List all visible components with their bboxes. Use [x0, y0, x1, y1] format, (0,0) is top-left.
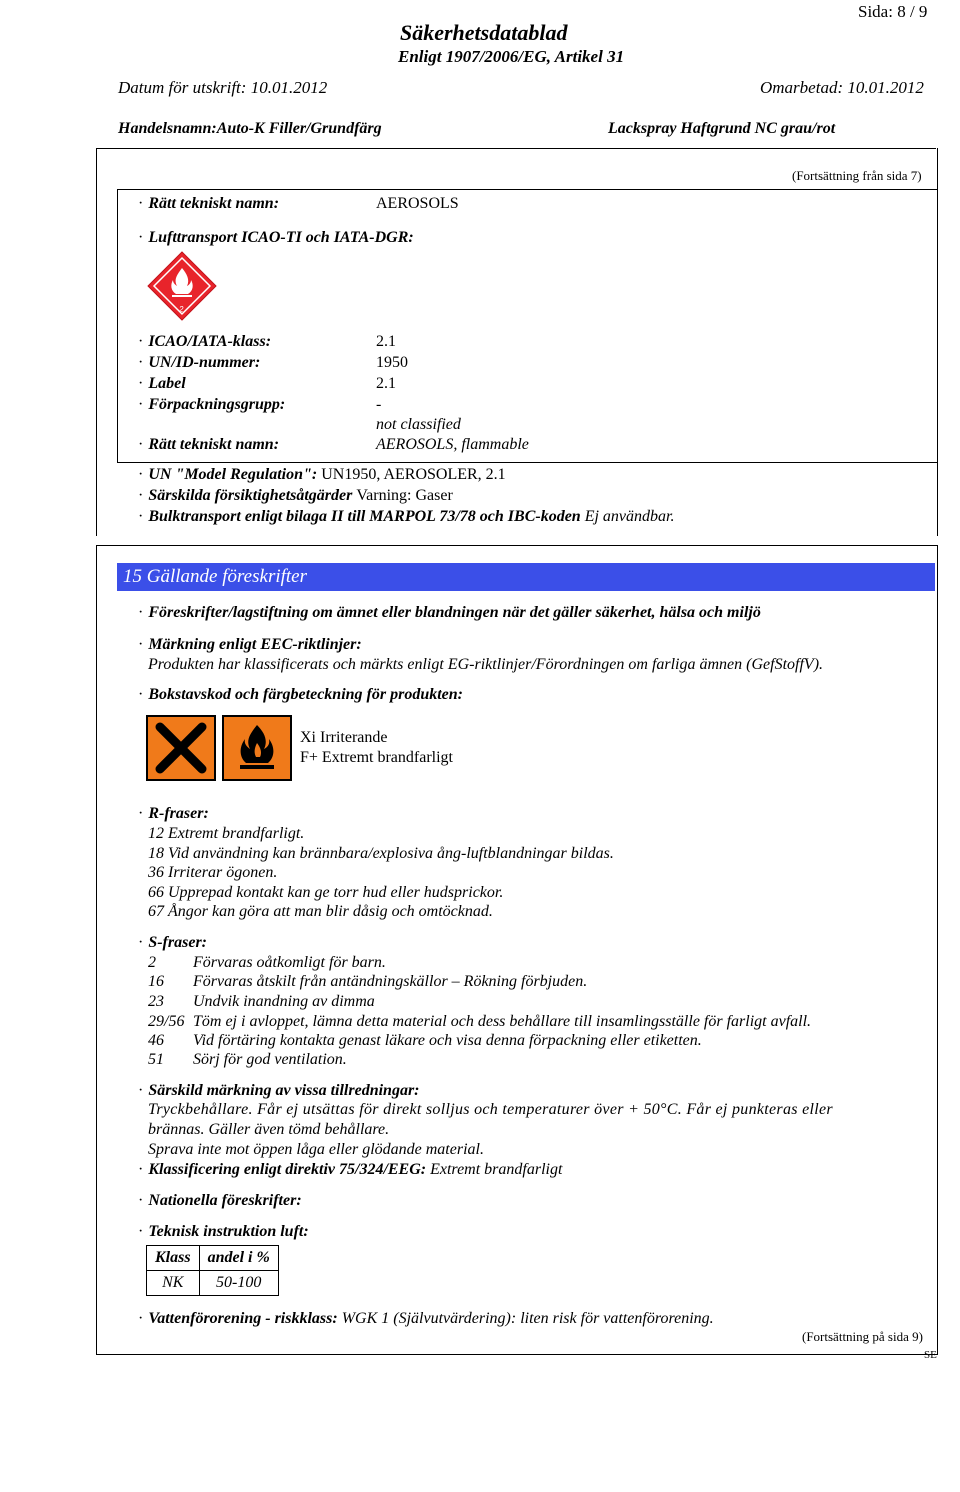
special-label-row: · Särskild märkning av vissa tillredningar:: [138, 1082, 420, 1099]
eec-row: · Märkning enligt EEC-riktlinjer:: [138, 636, 362, 653]
technical-name-row: · Rätt tekniskt namn:: [138, 195, 280, 212]
table-header-row: [147, 1246, 279, 1271]
classification-row: · Klassificering enligt direktiv 75/324/EEG: Extremt brandfarligt: [138, 1161, 563, 1178]
trade-name: Handelsnamn:Auto-K Filler/Grundfärg: [118, 120, 382, 137]
icao-class-label: ICAO/IATA-klass:: [148, 333, 272, 350]
classification-label: Klassificering enligt direktiv 75/324/EEG:: [148, 1161, 427, 1178]
s-phrase: 23 Undvik inandning av dimma: [148, 993, 375, 1010]
table-header: Klass: [147, 1246, 200, 1271]
tech-name2-value: AEROSOLS, flammable: [376, 436, 529, 453]
un-model-value: UN1950, AEROSOLER, 2.1: [321, 466, 506, 483]
s-label: S-fraser:: [148, 934, 207, 951]
un-model-row: · UN "Model Regulation": UN1950, AEROSOLER, 2.1: [138, 466, 506, 483]
label-value: 2.1: [376, 375, 396, 392]
national-row: · Nationella föreskrifter:: [138, 1192, 302, 1209]
packing-row: · Förpackningsgrupp:: [138, 396, 286, 413]
codes-row: · Bokstavskod och färgbeteckning för produkten:: [138, 686, 463, 703]
code-xi: Xi Irriterande: [300, 729, 388, 746]
language-code: SE: [924, 1349, 937, 1361]
continuation-from: (Fortsättning från sida 7): [792, 168, 922, 183]
classification-value: Extremt brandfarligt: [430, 1161, 563, 1178]
tech-name2-row: · Rätt tekniskt namn:: [138, 436, 280, 453]
water-value: WGK 1 (Självutvärdering): liten risk för vattenförorening.: [341, 1310, 714, 1327]
un-id-row: · UN/ID-nummer:: [138, 354, 261, 371]
water-label: Vattenförorening - riskklass:: [148, 1310, 338, 1327]
precautions-value: Varning: Gaser: [356, 487, 453, 504]
technical-name-label: Rätt tekniskt namn:: [148, 195, 280, 212]
regulations-row: · Föreskrifter/lagstiftning om ämnet eller blandningen när det gäller säkerhet, hälsa och miljö: [138, 604, 761, 621]
precautions-label: Särskilda försiktighetsåtgärder: [148, 487, 353, 504]
special-line-3: Sprava inte mot öppen låga eller glödande material.: [148, 1141, 484, 1158]
revised-date: Omarbetad: 10.01.2012: [760, 78, 924, 97]
s-phrases-header: · S-fraser:: [138, 934, 207, 951]
regulations-label: Föreskrifter/lagstiftning om ämnet eller blandningen när det gäller säkerhet, hälsa och miljö: [148, 604, 761, 621]
air-transport-row: · Lufttransport ICAO-TI och IATA-DGR:: [138, 229, 414, 246]
code-f: F+ Extremt brandfarligt: [300, 749, 453, 766]
extremely-flammable-icon: [222, 715, 292, 781]
r-label: R-fraser:: [148, 805, 209, 822]
table-cell: 50-100: [199, 1271, 278, 1296]
special-line-2: brännas. Gäller även tömd behållare.: [148, 1121, 390, 1138]
s-phrase: 46 Vid förtäring kontakta genast läkare och visa denna förpackning eller etiketten.: [148, 1032, 702, 1049]
irritant-x-icon: [146, 715, 216, 781]
un-id-label: UN/ID-nummer:: [148, 354, 261, 371]
tech-name2-label: Rätt tekniskt namn:: [148, 436, 280, 453]
print-date: Datum för utskrift: 10.01.2012: [118, 78, 328, 97]
bulk-label: Bulktransport enligt bilaga II till MARPOL 73/78 och IBC-koden: [148, 508, 581, 525]
label-label: Label: [148, 375, 186, 392]
continuation-to: (Fortsättning på sida 9): [802, 1329, 923, 1344]
s-phrase: 29/56 Töm ej i avloppet, lämna detta material och dess behållare till insamlingsställe för farligt avfall.: [148, 1013, 812, 1030]
r-phrase: 12 Extremt brandfarligt.: [148, 825, 305, 842]
tech-air-label: Teknisk instruktion luft:: [148, 1223, 309, 1240]
precautions-row: · Särskilda försiktighetsåtgärder Varning: Gaser: [138, 487, 453, 504]
r-phrase: 66 Upprepad kontakt kan ge torr hud eller hudsprickor.: [148, 884, 504, 901]
r-phrase: 67 Ångor kan göra att man blir dåsig och omtöcknad.: [148, 903, 493, 920]
water-row: · Vattenförorening - riskklass: WGK 1 (Självutvärdering): liten risk för vattenförorening.: [138, 1310, 714, 1327]
document-subtitle: Enligt 1907/2006/EG, Artikel 31: [398, 47, 625, 66]
table-row: [147, 1271, 279, 1296]
un-id-value: 1950: [376, 354, 408, 371]
eec-label: Märkning enligt EEC-riktlinjer:: [148, 636, 362, 653]
product-name: Lackspray Haftgrund NC grau/rot: [608, 120, 836, 137]
section15-title: 15 Gällande föreskrifter: [117, 563, 935, 591]
air-transport-label: Lufttransport ICAO-TI och IATA-DGR:: [148, 229, 414, 246]
s-phrase: 16 Förvaras åtskilt från antändningskällor – Rökning förbjuden.: [148, 973, 588, 990]
un-model-label: UN "Model Regulation":: [148, 466, 318, 483]
special-label: Särskild märkning av vissa tillredningar:: [148, 1082, 420, 1099]
packing-value-2: not classified: [376, 416, 461, 433]
icao-class-value: 2.1: [376, 333, 396, 350]
table-cell: NK: [147, 1271, 200, 1296]
s-phrase: 2 Förvaras oåtkomligt för barn.: [148, 954, 386, 971]
packing-value: -: [376, 396, 382, 413]
tech-air-row: · Teknisk instruktion luft:: [138, 1223, 309, 1240]
document-title: Säkerhetsdatablad: [400, 20, 568, 45]
flammable-gas-diamond-icon: [146, 250, 218, 322]
eec-text: Produkten har klassificerats och märkts enligt EG-riktlinjer/Förordningen om farliga ämnen (GefStoffV).: [148, 656, 824, 673]
packing-label: Förpackningsgrupp:: [148, 396, 286, 413]
codes-label: Bokstavskod och färgbeteckning för produkten:: [148, 686, 463, 703]
class-table: [146, 1245, 279, 1296]
r-phrase: 36 Irriterar ögonen.: [148, 864, 278, 881]
icao-class-row: · ICAO/IATA-klass:: [138, 333, 272, 350]
page-number: Sida: 8 / 9: [858, 2, 928, 21]
r-phrase: 18 Vid användning kan brännbara/explosiva ång-luftblandningar bildas.: [148, 845, 614, 862]
bulk-value: Ej användbar.: [584, 508, 675, 525]
s-phrase: 51 Sörj för god ventilation.: [148, 1051, 347, 1068]
technical-name-value: AEROSOLS: [376, 195, 459, 212]
diamond-class-number: 2: [179, 305, 184, 314]
bulk-row: · Bulktransport enligt bilaga II till MARPOL 73/78 och IBC-koden Ej användbar.: [138, 508, 675, 525]
label-row: · Label: [138, 375, 186, 392]
r-phrases-header: · R-fraser:: [138, 805, 209, 822]
national-label: Nationella föreskrifter:: [148, 1192, 302, 1209]
special-line-1: Tryckbehållare. Får ej utsättas för direkt solljus och temperaturer över + 50°C. Får ej punkteras eller: [148, 1101, 833, 1118]
table-header: andel i %: [199, 1246, 278, 1271]
